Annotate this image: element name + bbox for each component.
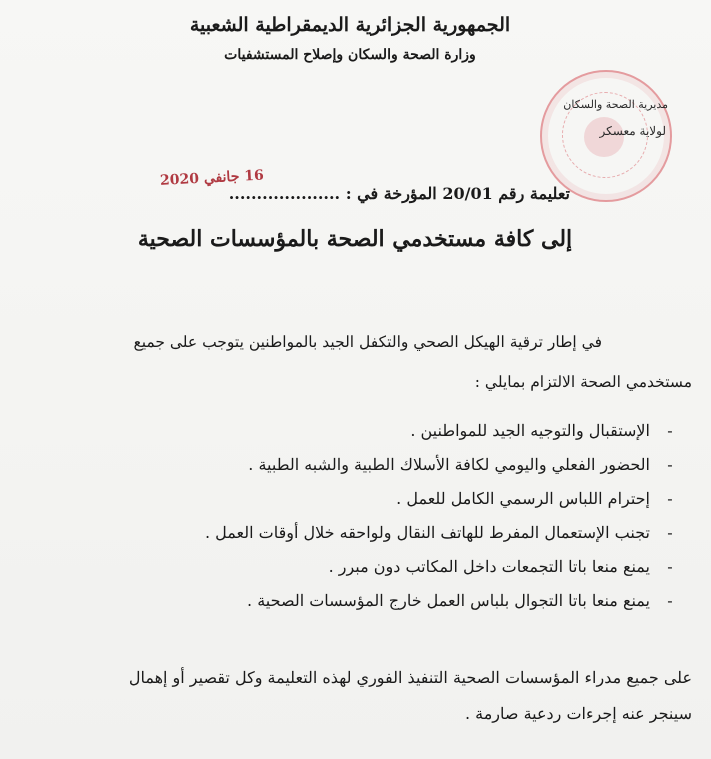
date-stamp: 16 جانفي 2020 [159,167,265,189]
ministry-header: وزارة الصحة والسكان وإصلاح المستشفيات [224,47,476,63]
circular-reference [150,184,570,203]
list-item-text: الإستقبال والتوجيه الجيد للمواطنين . [410,421,650,440]
intro-line-2: مستخدمي الصحة الالتزام بمايلي : [474,373,692,391]
list-item-text: يمنع منعا باتا التجوال بلباس العمل خارج المؤسسات الصحية . [247,591,650,610]
closing-paragraph [20,660,692,732]
list-item [40,448,680,482]
list-item [40,414,680,448]
bullet-dash: - [667,591,673,610]
bullet-dash: - [667,557,673,576]
list-item [40,550,680,584]
list-item-text: إحترام اللباس الرسمي الكامل للعمل . [396,489,650,508]
bullet-dash: - [667,421,673,440]
bullet-dash: - [667,455,673,474]
bullet-dash: - [667,489,673,508]
list-item [40,482,680,516]
obligations-list [40,414,680,618]
republic-header: الجمهورية الجزائرية الديمقراطية الشعبية [189,14,511,36]
closing-line-1: على جميع مدراء المؤسسات الصحية التنفيذ الفوري لهذه التعليمة وكل تقصير أو إهمال [128,668,692,687]
list-item-text: تجنب الإستعمال المفرط للهاتف النقال ولواحقه خلال أوقات العمل . [204,523,650,542]
list-item-text: الحضور الفعلي واليومي لكافة الأسلاك الطبية والشبه الطبية . [248,455,650,474]
stamp-directorate-text: مديرية الصحة والسكان [563,98,668,111]
circular-date-dots: .................... [228,184,341,203]
list-item [40,584,680,618]
intro-paragraph [20,322,692,402]
bullet-dash: - [667,523,673,542]
intro-line-1: في إطار ترقية الهيكل الصحي والتكفل الجيد بالمواطنين يتوجب على جميع [133,333,602,351]
document-title: إلى كافة مستخدمي الصحة بالمؤسسات الصحية [137,226,573,252]
list-item [40,516,680,550]
list-item-text: يمنع منعا باتا التجمعات داخل المكاتب دون مبرر . [328,557,650,576]
stamp-wilaya-text: لولاية معسكر [599,124,666,138]
circular-reference-text: تعليمة رقم 20/01 المؤرخة في : [345,184,570,203]
closing-line-2: سينجر عنه إجرءات ردعية صارمة . [464,704,692,723]
